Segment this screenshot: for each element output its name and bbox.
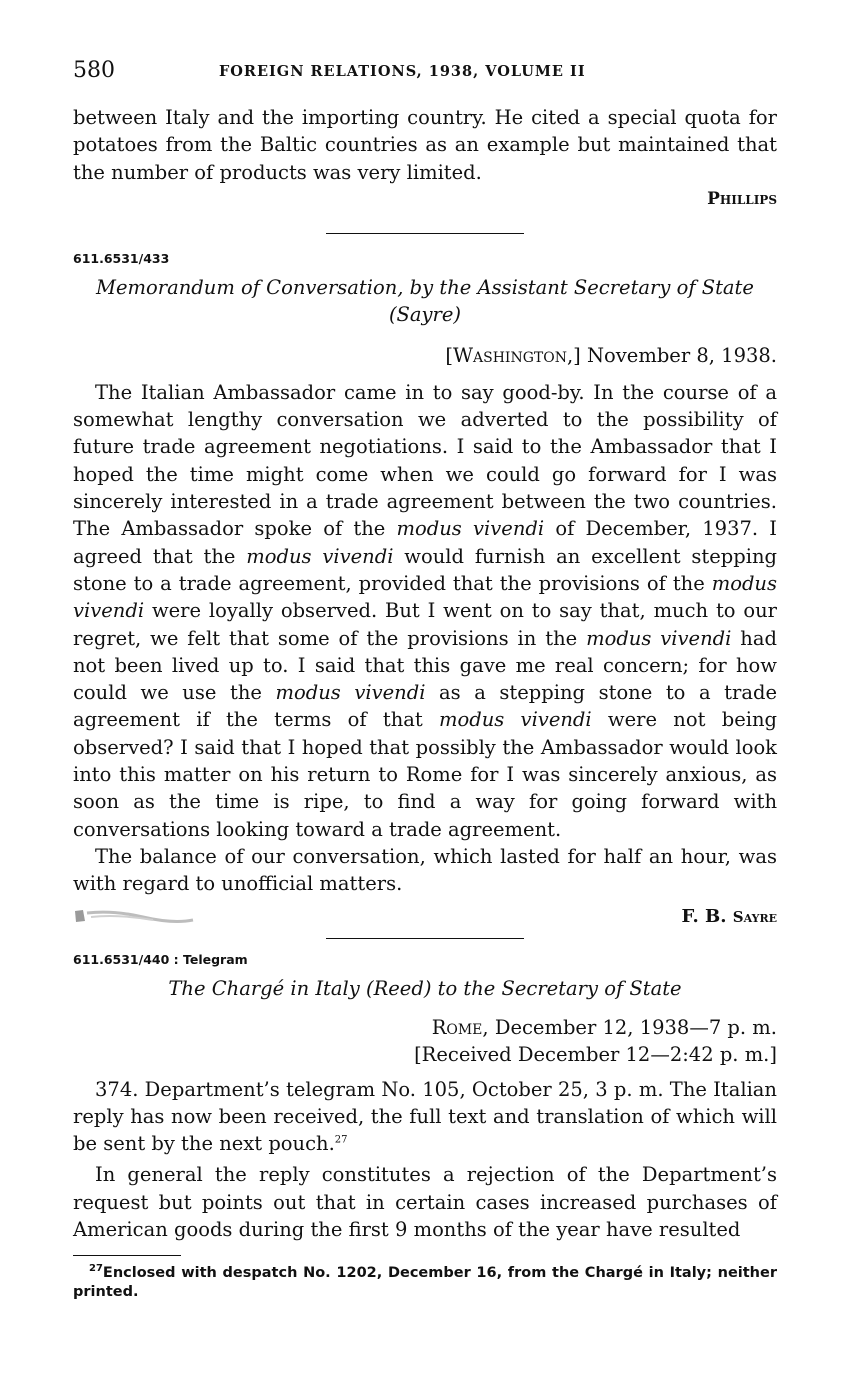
dateline-date: November 8, 1938. <box>586 343 777 367</box>
section-divider <box>326 233 524 234</box>
document-title: Memorandum of Conversation, by the Assistant Secretary of State (Sayre) <box>96 275 754 326</box>
dateline-place: Rome, <box>431 1015 489 1039</box>
continued-paragraph: between Italy and the importing country. He cited a special quota for potatoes from the Baltic countries as an example but maintained that the number of products was very limited. <box>73 106 777 184</box>
dateline: [Washington,] November 8, 1938. <box>445 343 777 367</box>
document-reference: 611.6531/440 : Telegram <box>73 951 248 967</box>
document-reference: 611.6531/433 <box>73 250 170 266</box>
dateline-date: December 12, 1938—7 p. m. <box>494 1015 777 1039</box>
dateline <box>73 1014 777 1041</box>
running-title: FOREIGN RELATIONS, 1938, VOLUME II <box>219 63 586 80</box>
body-paragraph: The balance of our conversation, which lasted for half an hour, was with regard to unofficial matters. <box>73 844 777 896</box>
body-paragraph: 374. Department’s telegram No. 105, October 25, 3 p. m. The Italian reply has now been received, the full text and translation of which will be sent by the next pouch.$^{27}$ <box>73 1077 777 1156</box>
document-page <box>73 58 777 1302</box>
page-number: 580 <box>73 58 115 83</box>
section-divider <box>326 938 524 939</box>
signature-sayre: F. B. Sayre <box>681 905 777 927</box>
received-line: [Received December 12—2:42 p. m.] <box>414 1042 777 1066</box>
footnote-marker: 27 <box>334 1134 348 1146</box>
footnote-divider <box>73 1255 181 1256</box>
ink-smudge <box>73 908 203 924</box>
body-paragraph: In general the reply constitutes a rejection of the Department’s request but points out that in certain cases increased purchases of American goods during the first 9 months of the year have resulted <box>73 1163 777 1242</box>
body-paragraph: The Italian Ambassador came in to say good-by. In the course of a somewhat lengthy conversation we adverted to the possibility of future trade agreement negotiations. I said to the Ambassador that I hoped the time might come when we could go forward for I was sincerely interested in a trade agreement between the two countries. The Ambassador spoke of the modus vivendi of December, 1937. I agreed that the modus vivendi would furnish an excellent stepping stone to a trade agreement, provided that the provisions of the modus vivendi were loyally observed. But I went on to say that, much to our regret, we felt that some of the provisions in the modus vivendi had not been lived up to. I said that this gave me real concern; for how could we use the modus vivendi as a stepping stone to a trade agreement if the terms of that modus vivendi were not being observed? I said that I hoped that possibly the Ambassador would look into this matter on his return to Rome for I was sincerely anxious, as soon as the time is ripe, to find a way for going forward with conversations looking toward a trade agreement. <box>73 380 778 841</box>
signature-phillips: Phillips <box>707 188 777 209</box>
footnote: $^{27}$Enclosed with despatch No. 1202, December 16, from the Chargé in Italy; neither printed. <box>73 1263 777 1301</box>
signature-block <box>73 904 777 934</box>
document-title: The Chargé in Italy (Reed) to the Secretary of State <box>168 976 682 1000</box>
dateline-place: Washington, <box>452 343 574 367</box>
running-header <box>73 58 777 84</box>
